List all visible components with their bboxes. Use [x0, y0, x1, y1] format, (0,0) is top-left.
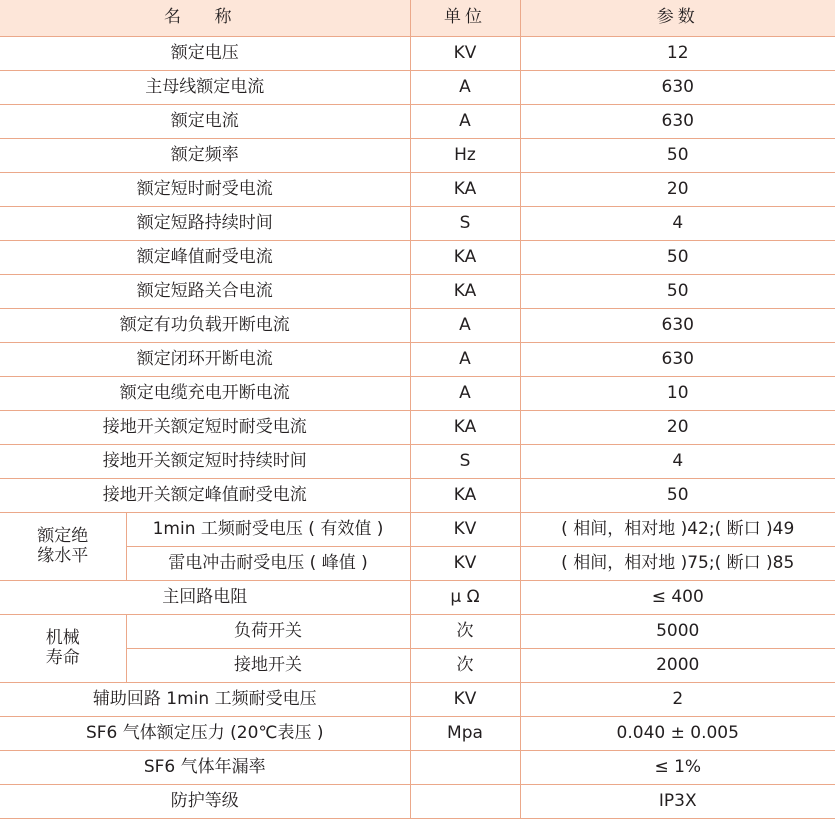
row-name: 额定峰值耐受电流 — [0, 241, 410, 275]
row-unit: KV — [410, 683, 520, 717]
row-value: ≤ 400 — [520, 581, 835, 615]
row-unit: 次 — [410, 615, 520, 649]
row-value: 20 — [520, 411, 835, 445]
row-name: 额定短路关合电流 — [0, 275, 410, 309]
row-unit: KA — [410, 241, 520, 275]
row-unit: KA — [410, 275, 520, 309]
row-unit: Hz — [410, 139, 520, 173]
row-value: 630 — [520, 71, 835, 105]
row-value: 50 — [520, 479, 835, 513]
row-unit: 次 — [410, 649, 520, 683]
row-unit: μ Ω — [410, 581, 520, 615]
table-row — [0, 105, 835, 139]
row-value: 4 — [520, 207, 835, 241]
insulation-group-label — [0, 513, 126, 581]
row-unit: KA — [410, 411, 520, 445]
row-name: 接地开关额定峰值耐受电流 — [0, 479, 410, 513]
header-param: 参数 — [520, 0, 835, 37]
row-name: SF6 气体额定压力 (20℃表压 ) — [0, 717, 410, 751]
table-row — [0, 785, 835, 819]
row-name: SF6 气体年漏率 — [0, 751, 410, 785]
table-row — [0, 751, 835, 785]
row-unit: KV — [410, 547, 520, 581]
row-name: 额定电压 — [0, 37, 410, 71]
row-unit: A — [410, 71, 520, 105]
row-name: 额定短时耐受电流 — [0, 173, 410, 207]
table-row — [0, 479, 835, 513]
row-unit: A — [410, 105, 520, 139]
row-unit — [410, 751, 520, 785]
row-value: 50 — [520, 241, 835, 275]
row-name: 额定有功负载开断电流 — [0, 309, 410, 343]
mechanical-group-label — [0, 615, 126, 683]
row-unit: KA — [410, 173, 520, 207]
row-value: 630 — [520, 309, 835, 343]
table-row — [0, 37, 835, 71]
table-row — [0, 309, 835, 343]
row-name: 额定闭环开断电流 — [0, 343, 410, 377]
row-value: ( 相间，相对地 )42;( 断口 )49 — [520, 513, 835, 547]
row-value: 5000 — [520, 615, 835, 649]
table-row — [0, 241, 835, 275]
table-row — [0, 343, 835, 377]
insulation-label-line2: 缘水平 — [37, 545, 89, 566]
row-unit: S — [410, 445, 520, 479]
row-name: 雷电冲击耐受电压 ( 峰值 ) — [126, 547, 410, 581]
row-value: IP3X — [520, 785, 835, 819]
row-value: 50 — [520, 139, 835, 173]
row-value: 20 — [520, 173, 835, 207]
mechanical-label-line2: 寿命 — [45, 647, 80, 668]
row-name: 额定电流 — [0, 105, 410, 139]
table-row — [0, 547, 835, 581]
row-value: 2000 — [520, 649, 835, 683]
header-row — [0, 0, 835, 37]
table-row — [0, 445, 835, 479]
row-unit: KV — [410, 513, 520, 547]
row-name: 接地开关 — [126, 649, 410, 683]
row-unit: A — [410, 343, 520, 377]
row-name: 防护等级 — [0, 785, 410, 819]
row-name: 额定频率 — [0, 139, 410, 173]
header-unit: 单位 — [410, 0, 520, 37]
row-value: ( 相间，相对地 )75;( 断口 )85 — [520, 547, 835, 581]
table-row — [0, 411, 835, 445]
table-row — [0, 615, 835, 649]
row-unit: A — [410, 309, 520, 343]
table-row — [0, 71, 835, 105]
row-value: 2 — [520, 683, 835, 717]
table-row — [0, 683, 835, 717]
row-value: 50 — [520, 275, 835, 309]
table-row — [0, 139, 835, 173]
row-name: 1min 工频耐受电压 ( 有效值 ) — [126, 513, 410, 547]
table-row — [0, 207, 835, 241]
row-unit: S — [410, 207, 520, 241]
row-value: 10 — [520, 377, 835, 411]
row-name: 额定短路持续时间 — [0, 207, 410, 241]
row-name: 接地开关额定短时持续时间 — [0, 445, 410, 479]
row-value: 12 — [520, 37, 835, 71]
header-name: 名 称 — [0, 0, 410, 37]
table-row — [0, 513, 835, 547]
table-row — [0, 717, 835, 751]
table-row — [0, 649, 835, 683]
row-unit: KA — [410, 479, 520, 513]
row-value: ≤ 1% — [520, 751, 835, 785]
row-unit: Mpa — [410, 717, 520, 751]
insulation-label-line1: 额定绝 — [37, 525, 89, 546]
table-row — [0, 275, 835, 309]
row-name: 主母线额定电流 — [0, 71, 410, 105]
row-unit: A — [410, 377, 520, 411]
row-name: 接地开关额定短时耐受电流 — [0, 411, 410, 445]
row-value: 0.040 ± 0.005 — [520, 717, 835, 751]
row-value: 630 — [520, 105, 835, 139]
row-value: 630 — [520, 343, 835, 377]
table-row — [0, 581, 835, 615]
row-name: 主回路电阻 — [0, 581, 410, 615]
row-unit: KV — [410, 37, 520, 71]
mechanical-label-line1: 机械 — [45, 627, 80, 648]
row-value: 4 — [520, 445, 835, 479]
table-row — [0, 173, 835, 207]
row-name: 负荷开关 — [126, 615, 410, 649]
row-name: 辅助回路 1min 工频耐受电压 — [0, 683, 410, 717]
table-row — [0, 377, 835, 411]
row-unit — [410, 785, 520, 819]
row-name: 额定电缆充电开断电流 — [0, 377, 410, 411]
